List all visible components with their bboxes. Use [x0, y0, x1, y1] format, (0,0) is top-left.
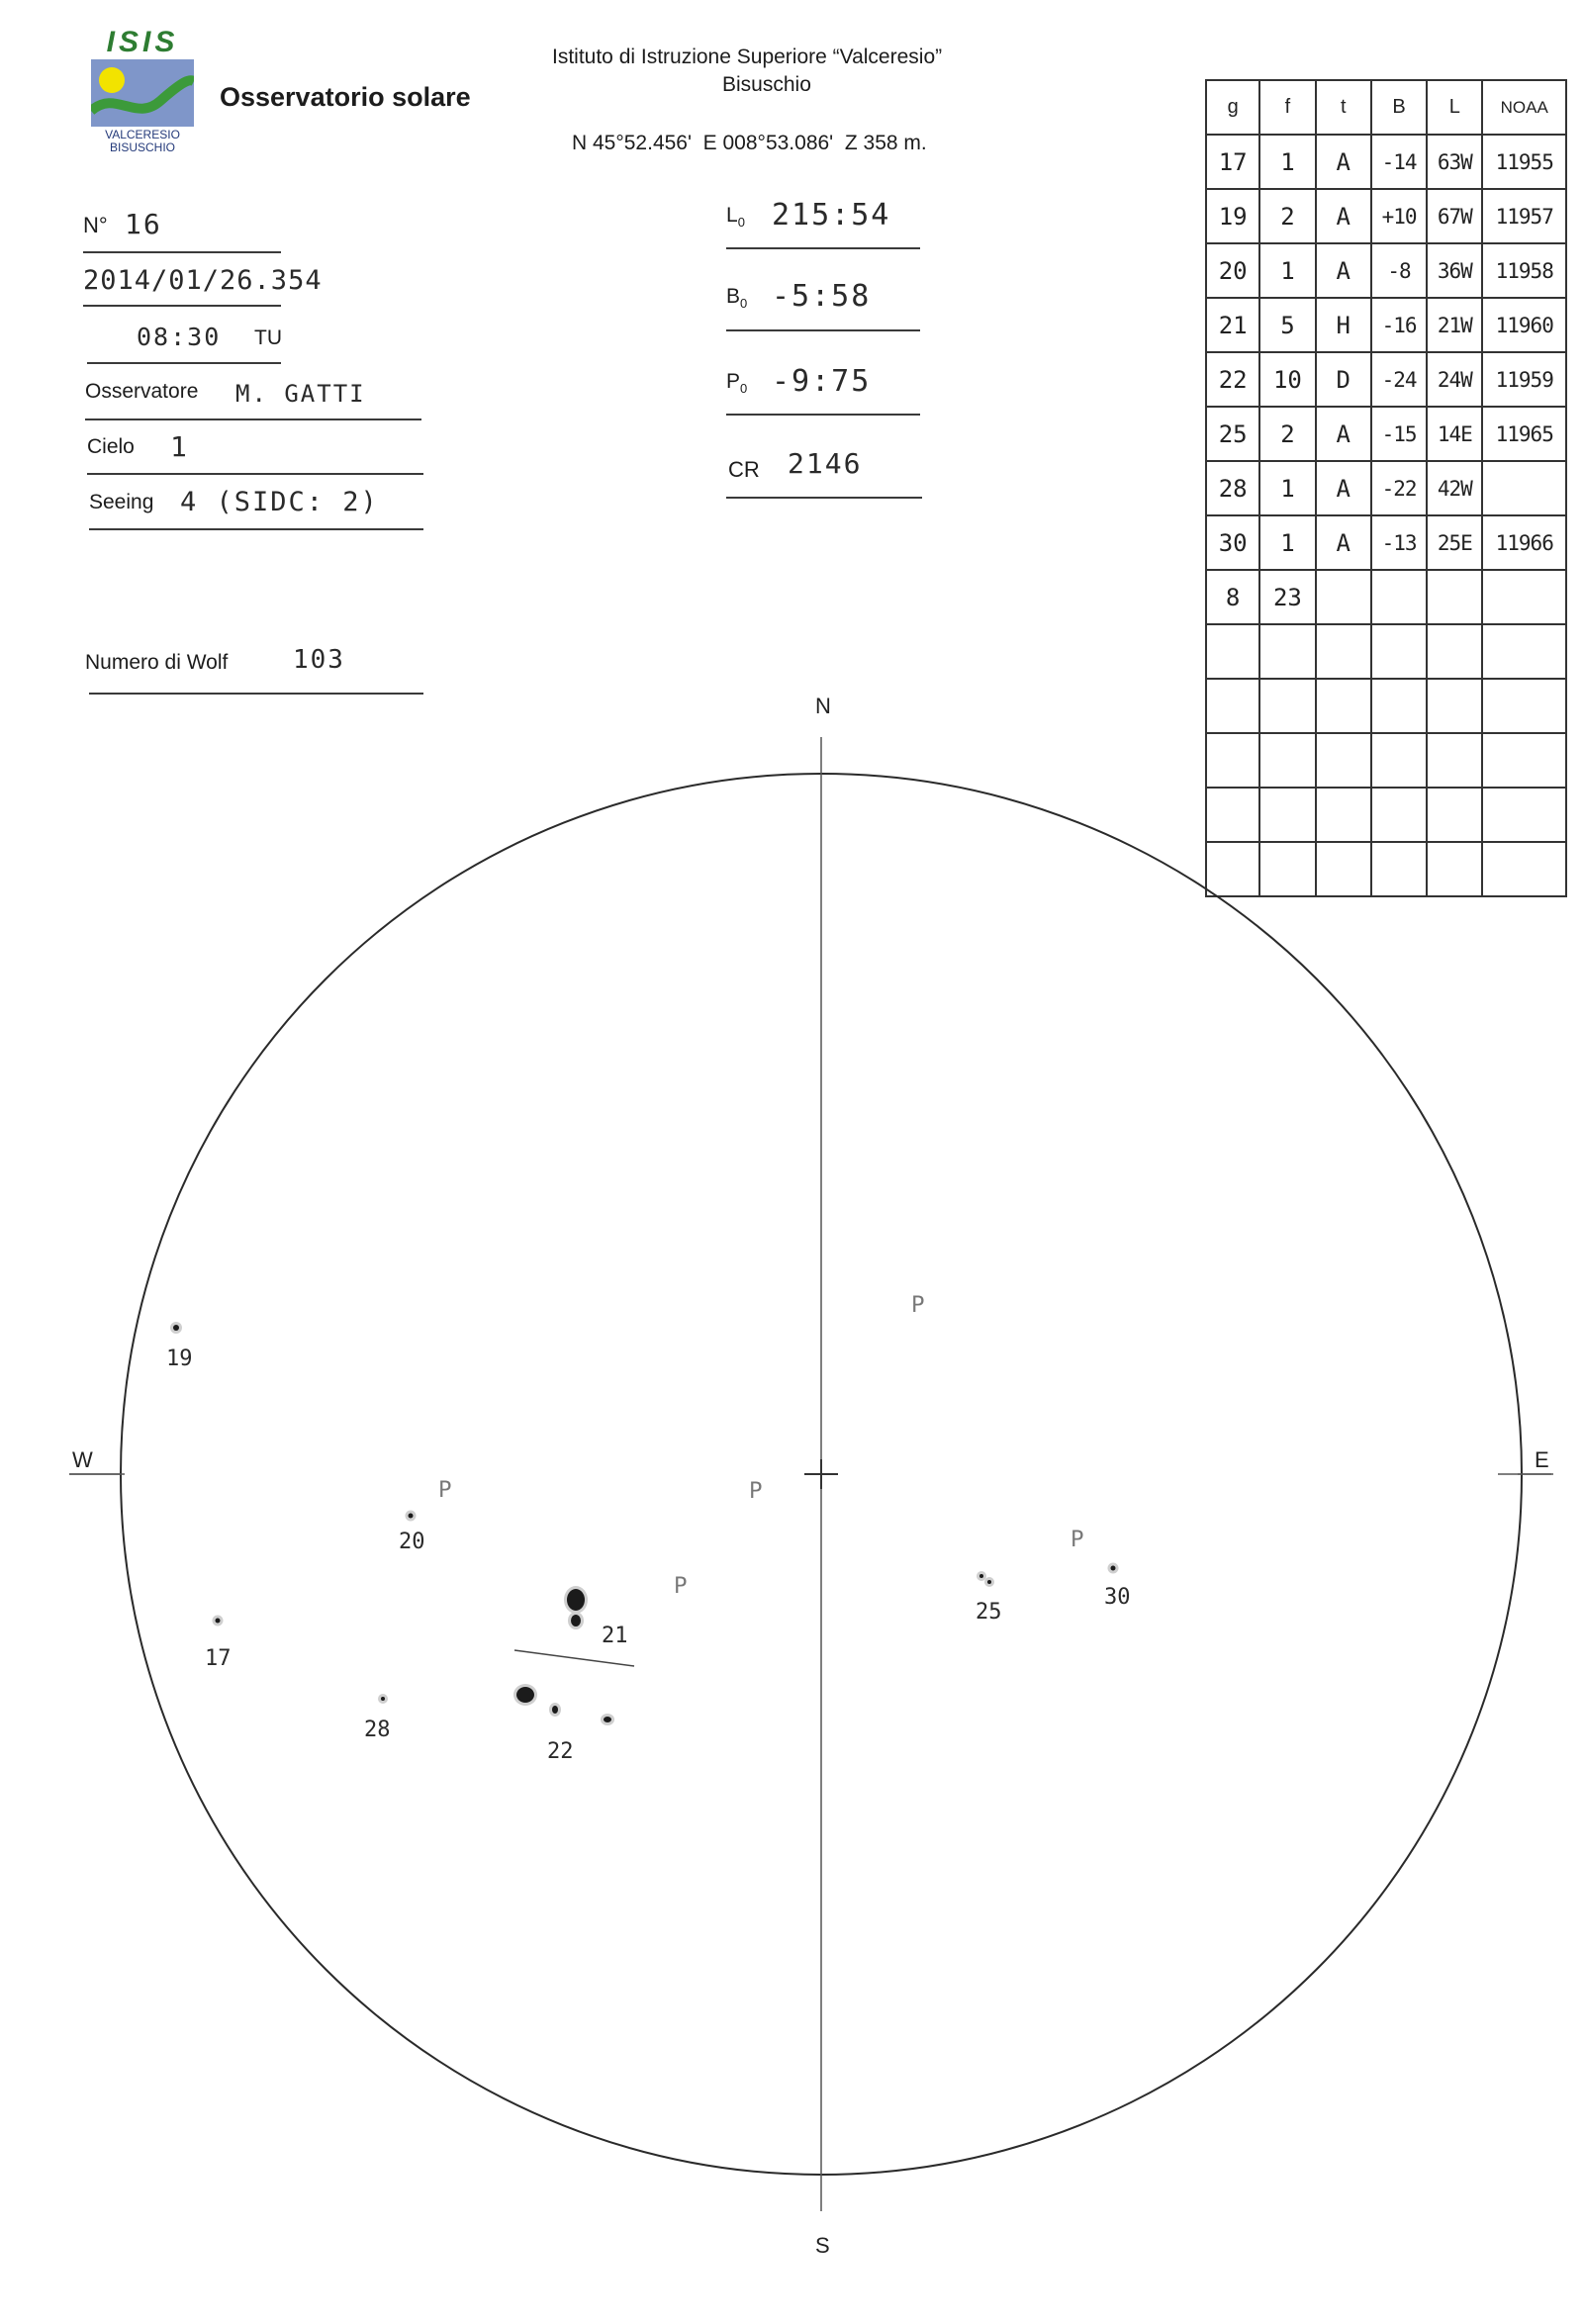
CR-value: 2146: [788, 447, 863, 480]
empty-cell: [1371, 570, 1427, 624]
type-cell: A: [1316, 461, 1371, 515]
empty-cell: [1316, 570, 1371, 624]
empty-table-row: [1206, 624, 1566, 679]
spot-22-mid-penumbra: [549, 1703, 561, 1717]
table-row: [1206, 407, 1566, 461]
table-row: [1206, 515, 1566, 570]
spot-20: [409, 1514, 414, 1519]
noaa-cell: 11959: [1482, 352, 1566, 407]
empty-cell: [1427, 570, 1482, 624]
spot-22-leader: [516, 1687, 534, 1703]
empty-cell: [1371, 733, 1427, 788]
CR-underline: [726, 497, 922, 499]
facula-marker: P: [674, 1574, 688, 1599]
noaa-cell: 11957: [1482, 189, 1566, 243]
B0-label: [726, 285, 747, 311]
observer-name: M. GATTI: [235, 380, 366, 408]
B0-letter: B: [726, 285, 741, 308]
spot-30: [1111, 1566, 1116, 1571]
spots-cell: 2: [1259, 407, 1315, 461]
L0-subscript: 0: [737, 215, 745, 231]
observation-time: 08:30: [137, 323, 222, 351]
table-row: [1206, 298, 1566, 352]
west-label: W: [72, 1447, 93, 1472]
group-cell: 30: [1206, 515, 1259, 570]
spot-25-b-penumbra: [984, 1577, 994, 1587]
longitude-cell: 25E: [1427, 515, 1482, 570]
institute-town: Bisuschio: [722, 73, 811, 96]
empty-cell: [1206, 733, 1259, 788]
L0-underline: [726, 247, 920, 249]
spot-30-penumbra: [1108, 1563, 1119, 1574]
spot-25-b: [987, 1580, 991, 1584]
B0-subscript: 0: [740, 296, 748, 312]
group-cell: 25: [1206, 407, 1259, 461]
empty-cell: [1371, 624, 1427, 679]
group-label-25: 25: [976, 1600, 1002, 1625]
type-cell: A: [1316, 189, 1371, 243]
spot-25-a-penumbra: [977, 1571, 986, 1581]
empty-table-row: [1206, 733, 1566, 788]
type-cell: A: [1316, 243, 1371, 298]
noaa-cell: 11960: [1482, 298, 1566, 352]
empty-cell: [1259, 679, 1315, 733]
spot-19: [173, 1325, 179, 1331]
B0-underline: [726, 329, 920, 331]
facula-marker: P: [1071, 1528, 1084, 1552]
seeing-underline: [89, 528, 423, 530]
spot-21-leader: [567, 1589, 585, 1611]
latitude-cell: -24: [1371, 352, 1427, 407]
empty-cell: [1371, 679, 1427, 733]
sunspot-layer: [166, 1293, 1131, 1764]
group-label-22: 22: [547, 1739, 574, 1764]
noaa-cell: 11965: [1482, 407, 1566, 461]
group-label-28: 28: [364, 1718, 391, 1742]
group-label-21: 21: [602, 1624, 628, 1648]
table-row: [1206, 461, 1566, 515]
sky-underline: [87, 473, 423, 475]
group-cell: 21: [1206, 298, 1259, 352]
noaa-cell: 11958: [1482, 243, 1566, 298]
observer-underline: [85, 418, 421, 420]
time-underline: [87, 362, 281, 364]
group-cell: 19: [1206, 189, 1259, 243]
latitude-cell: -13: [1371, 515, 1427, 570]
group-cell: 20: [1206, 243, 1259, 298]
spots-cell: 1: [1259, 461, 1315, 515]
group-cell: 28: [1206, 461, 1259, 515]
latitude-cell: -22: [1371, 461, 1427, 515]
empty-cell: [1259, 842, 1315, 896]
spot-21-leader-penumbra: [564, 1586, 588, 1614]
logo-caption-2: BISUSCHIO: [109, 140, 175, 154]
spot-22-follower: [604, 1717, 611, 1722]
P0-letter: P: [726, 370, 741, 393]
empty-cell: [1371, 842, 1427, 896]
header-t: t: [1316, 80, 1371, 135]
empty-table-row: [1206, 679, 1566, 733]
table-header-row: [1206, 80, 1566, 135]
observer-label: Osservatore: [85, 380, 199, 403]
spot-17-penumbra: [213, 1616, 224, 1627]
spots-cell: 1: [1259, 243, 1315, 298]
latitude-cell: -15: [1371, 407, 1427, 461]
empty-cell: [1482, 570, 1566, 624]
group-label-20: 20: [399, 1530, 425, 1554]
facula-marker: P: [911, 1293, 925, 1318]
empty-cell: [1259, 733, 1315, 788]
spot-19-penumbra: [170, 1322, 182, 1334]
observation-number: 16: [125, 208, 162, 240]
latitude-cell: -8: [1371, 243, 1427, 298]
empty-cell: [1259, 624, 1315, 679]
sky-label: Cielo: [87, 435, 135, 458]
header-f: f: [1259, 80, 1315, 135]
empty-cell: [1482, 842, 1566, 896]
empty-table-row: [1206, 842, 1566, 896]
P0-subscript: 0: [740, 381, 748, 397]
type-cell: A: [1316, 407, 1371, 461]
spots-cell: 1: [1259, 135, 1315, 189]
spot-22-mid: [552, 1706, 558, 1714]
wolf-number: 103: [293, 645, 345, 675]
group-21-22-separator: [514, 1650, 634, 1666]
empty-cell: [1427, 788, 1482, 842]
L0-letter: L: [726, 204, 738, 227]
longitude-cell: 36W: [1427, 243, 1482, 298]
P0-underline: [726, 414, 920, 416]
table-row: [1206, 135, 1566, 189]
seeing-label: Seeing: [89, 491, 154, 513]
empty-cell: [1482, 679, 1566, 733]
empty-cell: [1316, 842, 1371, 896]
type-cell: A: [1316, 515, 1371, 570]
header-g: g: [1206, 80, 1259, 135]
empty-cell: [1316, 624, 1371, 679]
wolf-underline: [89, 693, 423, 695]
group-label-19: 19: [166, 1347, 193, 1371]
spot-28-penumbra: [378, 1694, 388, 1704]
B0-value: -5:58: [772, 279, 872, 314]
total-groups-cell: 8: [1206, 570, 1259, 624]
type-cell: D: [1316, 352, 1371, 407]
spot-22-follower-penumbra: [601, 1714, 614, 1725]
wave-icon: [91, 59, 194, 127]
spot-25-a: [979, 1574, 983, 1578]
L0-value: 215:54: [772, 198, 891, 232]
group-label-17: 17: [205, 1646, 232, 1671]
institute-name: Istituto di Istruzione Superiore “Valceresio”: [552, 46, 943, 68]
empty-cell: [1259, 788, 1315, 842]
empty-cell: [1206, 842, 1259, 896]
latitude-cell: +10: [1371, 189, 1427, 243]
L0-label: [726, 204, 745, 230]
logo-wordmark: ISIS: [106, 26, 179, 58]
type-cell: H: [1316, 298, 1371, 352]
P0-label: [726, 370, 747, 396]
table-row: [1206, 352, 1566, 407]
solar-disk-outline: [121, 774, 1522, 2175]
empty-cell: [1427, 624, 1482, 679]
spots-cell: 2: [1259, 189, 1315, 243]
longitude-cell: 63W: [1427, 135, 1482, 189]
longitude-cell: 14E: [1427, 407, 1482, 461]
type-cell: A: [1316, 135, 1371, 189]
P0-value: -9:75: [772, 364, 872, 399]
header-noaa: NOAA: [1482, 80, 1566, 135]
sunspot-groups-table: [1205, 79, 1567, 897]
spot-28: [381, 1697, 385, 1701]
south-label: S: [815, 2233, 830, 2258]
latitude-cell: -16: [1371, 298, 1427, 352]
longitude-cell: 42W: [1427, 461, 1482, 515]
empty-cell: [1482, 788, 1566, 842]
header-L: L: [1427, 80, 1482, 135]
table-row: [1206, 243, 1566, 298]
longitude-cell: 21W: [1427, 298, 1482, 352]
group-cell: 17: [1206, 135, 1259, 189]
spot-17: [216, 1619, 221, 1624]
spots-cell: 10: [1259, 352, 1315, 407]
spot-20-penumbra: [406, 1511, 417, 1522]
seeing-value: 4 (SIDC: 2): [180, 487, 379, 517]
empty-cell: [1482, 624, 1566, 679]
spot-22-leader-penumbra: [513, 1684, 537, 1706]
group-label-30: 30: [1104, 1585, 1131, 1610]
logo-graphic: [91, 59, 194, 127]
spots-cell: 1: [1259, 515, 1315, 570]
facula-marker: P: [438, 1478, 452, 1503]
date-underline: [83, 305, 281, 307]
spot-21-follower-penumbra: [568, 1612, 584, 1629]
longitude-cell: 67W: [1427, 189, 1482, 243]
header-B: B: [1371, 80, 1427, 135]
time-unit: TU: [254, 326, 282, 349]
empty-cell: [1427, 733, 1482, 788]
spots-cell: 5: [1259, 298, 1315, 352]
empty-cell: [1316, 679, 1371, 733]
logo-caption-1: VALCERESIO: [105, 128, 180, 141]
number-label: N°: [83, 213, 108, 237]
institute-logo: [83, 28, 202, 154]
table-body: [1206, 80, 1566, 896]
empty-cell: [1206, 788, 1259, 842]
empty-cell: [1206, 679, 1259, 733]
noaa-cell: 11966: [1482, 515, 1566, 570]
longitude-cell: 24W: [1427, 352, 1482, 407]
total-spots-cell: 23: [1259, 570, 1315, 624]
noaa-cell: 11955: [1482, 135, 1566, 189]
observatory-title: Osservatorio solare: [220, 82, 471, 112]
wolf-label: Numero di Wolf: [85, 651, 229, 674]
group-cell: 22: [1206, 352, 1259, 407]
totals-row: [1206, 570, 1566, 624]
empty-cell: [1316, 788, 1371, 842]
spot-21-follower: [571, 1615, 581, 1627]
observation-date: 2014/01/26.354: [83, 265, 323, 296]
facula-marker: P: [749, 1479, 763, 1504]
empty-cell: [1316, 733, 1371, 788]
empty-cell: [1427, 679, 1482, 733]
CR-label: CR: [728, 457, 760, 482]
empty-cell: [1206, 624, 1259, 679]
noaa-cell: [1482, 461, 1566, 515]
empty-cell: [1427, 842, 1482, 896]
east-label: E: [1535, 1447, 1549, 1472]
observatory-coordinates: N 45°52.456' E 008°53.086' Z 358 m.: [572, 132, 927, 154]
empty-cell: [1482, 733, 1566, 788]
latitude-cell: -14: [1371, 135, 1427, 189]
empty-cell: [1371, 788, 1427, 842]
empty-table-row: [1206, 788, 1566, 842]
table-row: [1206, 189, 1566, 243]
sky-value: 1: [170, 430, 189, 463]
number-underline: [83, 251, 281, 253]
north-label: N: [815, 694, 831, 718]
